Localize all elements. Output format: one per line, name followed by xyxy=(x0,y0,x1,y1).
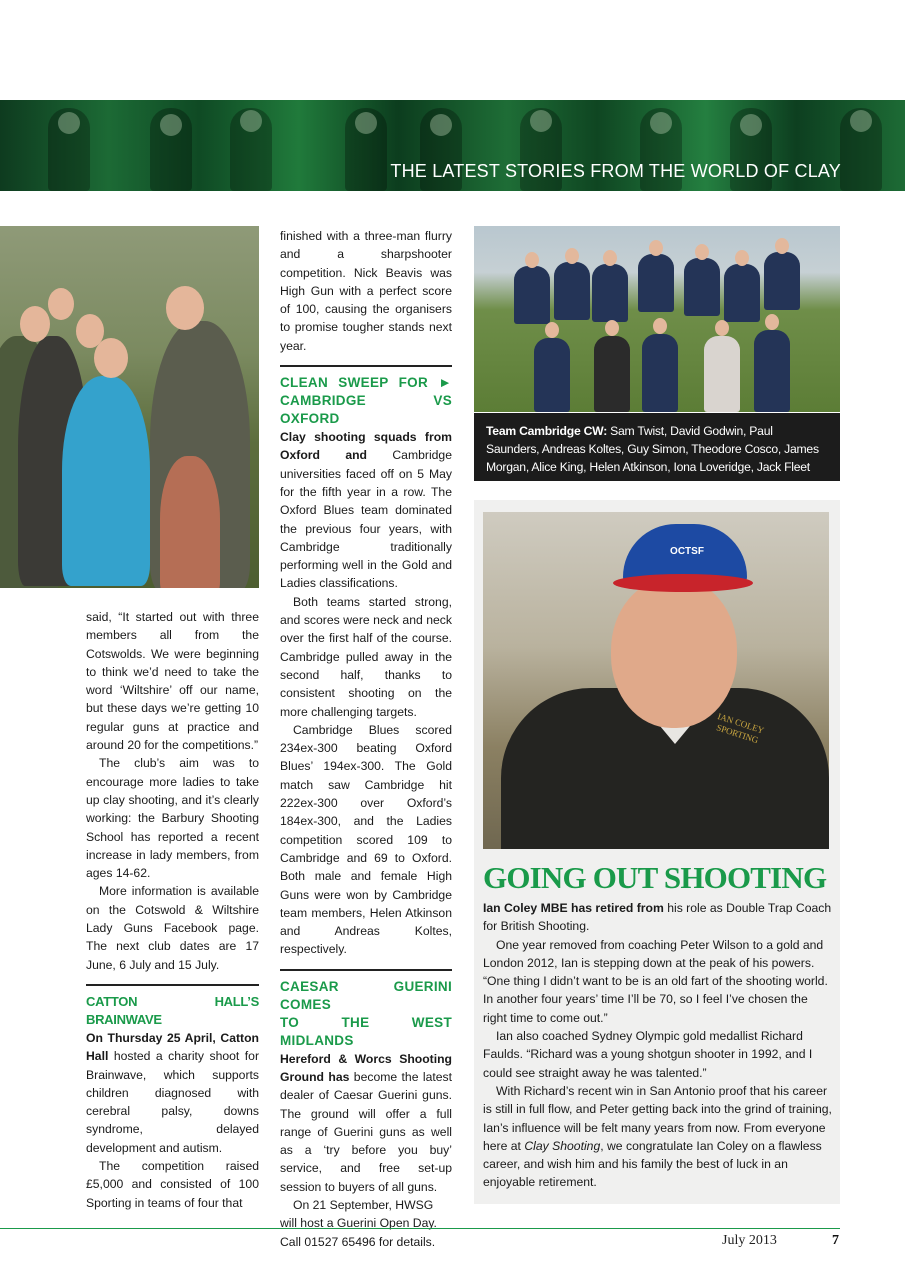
photo-team-face xyxy=(603,250,617,266)
feature-para-4-b: , we congratulate Ian Coley on a flawless career, and wish him and his family the best of luck in an enjoyable retirement. xyxy=(483,1138,822,1190)
photo-team-member xyxy=(514,266,550,324)
ian-face xyxy=(611,578,737,728)
section-divider xyxy=(280,969,452,971)
banner-shooter-head xyxy=(740,114,762,136)
footer-date: July 2013 xyxy=(722,1233,777,1248)
feature-magazine-title: Clay Shooting xyxy=(524,1138,601,1153)
team-caption-names: Sam Twist, David Godwin, Paul Saunders, Andreas Koltes, Guy Simon, Theodore Cosco, James Morgan, Alice King, Helen Atkinson, Iona Loveridge, Jack Fleet xyxy=(486,424,819,474)
feature-para-3: Ian also coached Sydney Olympic gold medallist Richard Faulds. “Richard was a young shotgun shooter in 1992, and I could see straight away he was talented.” xyxy=(483,1029,813,1080)
banner-shooter-head xyxy=(160,114,182,136)
photo-face xyxy=(94,338,128,378)
feature-para-2: One year removed from coaching Peter Wilson to a gold and London 2012, Ian is stepping down at the peak of his powers. “One thing I didn’t want to be is an old fart of the shooting world. In another four years’ time I’ll be 70, so I feel I’ve chosen the right time to come out.” xyxy=(483,937,828,1025)
caesar-guerini-lead: Hereford & Worcs Shooting Ground has xyxy=(280,1051,452,1084)
photo-person xyxy=(160,456,220,588)
caesar-guerini-heading-line-1: CAESAR GUERINI COMES xyxy=(280,978,452,1012)
clean-sweep-heading-line-1: CLEAN SWEEP FOR ► xyxy=(280,375,452,391)
lady-guns-para-2: The club’s aim was to encourage more ladies to take up clay shooting, and it’s clearly working: the Barbury Shooting School has reported a recent increase in lady members, from ages 14-62. xyxy=(86,756,259,881)
footer-rule xyxy=(0,1228,840,1229)
left-column xyxy=(86,608,259,1212)
going-out-shooting-heading: GOING OUT SHOOTING xyxy=(483,860,827,895)
catton-hall-heading: CATTON HALL’S BRAINWAVE xyxy=(86,993,259,1027)
photo-team-face xyxy=(765,314,779,330)
photo-team-face xyxy=(653,318,667,334)
photo-team-face xyxy=(695,244,709,260)
catton-hall-para-1-text: hosted a charity shoot for Brainwave, which supports children diagnosed with cerebral palsy, downs syndrome, delayed development and autism. xyxy=(86,1049,259,1155)
banner-title: THE LATEST STORIES FROM THE WORLD OF CLAY xyxy=(390,161,841,181)
photo-team-face xyxy=(735,250,749,266)
photo-person-blue-vest xyxy=(62,376,150,586)
clean-sweep-para-1 xyxy=(280,428,452,593)
team-photo-caption xyxy=(474,413,840,481)
photo-team-member xyxy=(724,264,760,322)
ian-cap-logo: OCTSF xyxy=(670,546,704,557)
ian-cap-brim xyxy=(613,574,753,592)
photo-team-face xyxy=(565,248,579,264)
banner-shooter-head xyxy=(850,110,872,132)
going-out-shooting-body xyxy=(483,899,833,1192)
photo-face xyxy=(20,306,50,342)
team-cambridge-photo xyxy=(474,226,840,412)
catton-hall-para-1 xyxy=(86,1029,259,1157)
lady-guns-photo xyxy=(0,226,259,588)
banner-shooter-head xyxy=(355,112,377,134)
photo-team-member xyxy=(594,336,630,412)
section-divider xyxy=(280,365,452,367)
caesar-guerini-heading-line-2: TO THE WEST MIDLANDS xyxy=(280,1014,452,1048)
feature-para-4 xyxy=(483,1082,833,1192)
photo-team-member xyxy=(754,330,790,412)
ian-vest-logo: IAN COLEY SPORTING xyxy=(715,711,766,746)
photo-team-face xyxy=(605,320,619,336)
section-divider xyxy=(86,984,259,986)
feature-lead: Ian Coley MBE has retired from xyxy=(483,901,664,915)
lady-guns-para-3: More information is available on the Cotswold & Wiltshire Lady Guns Facebook page. The next club dates are 17 June, 6 July and 15 July. xyxy=(86,884,259,972)
photo-team-member xyxy=(684,258,720,316)
photo-team-face xyxy=(715,320,729,336)
feature-panel xyxy=(474,500,840,1204)
header-banner xyxy=(0,100,905,191)
banner-shooter-head xyxy=(650,112,672,134)
page-number: 7 xyxy=(832,1233,839,1248)
caesar-guerini-para-1-text: become the latest dealer of Caesar Guerini guns. The ground will offer a full range of Guerini guns as well as a ‘try before you buy’ service, and free set-up session to buyers of all guns. xyxy=(280,1069,453,1194)
photo-team-member xyxy=(592,264,628,322)
clean-sweep-para-2: Both teams started strong, and scores were neck and neck over the first half of the course. Cambridge pulled away in the second half, thanks to consistent shooting on the more challenging targets. xyxy=(280,594,452,719)
middle-column xyxy=(280,227,452,1251)
photo-team-face xyxy=(545,322,559,338)
clean-sweep-para-3: Cambridge Blues scored 234ex-300 beating Oxford Blues’ 194ex-300. The Gold match saw Cambridge hit 222ex-300 over Oxford’s 184ex-300, and the Ladies competition scored 109 to Cambridge and 69 to Oxford. Both male and female High Guns were won by Cambridge team members, Helen Atkinson and Andreas Koltes, respectively. xyxy=(280,722,452,957)
banner-shooter-head xyxy=(58,112,80,134)
caesar-guerini-para-2: On 21 September, HWSG will host a Guerini Open Day. Call 01527 65496 for details. xyxy=(280,1198,437,1249)
photo-team-face xyxy=(775,238,789,254)
photo-team-member xyxy=(764,252,800,310)
lady-guns-para-1: said, “It started out with three members all from the Cotswolds. We were beginning to think we’d need to take the word ‘Wiltshire’ off our name, but these days we’re getting 10 regular guns at practice and around 20 for the competitions.” xyxy=(86,610,259,753)
catton-hall-para-2: The competition raised £5,000 and consisted of 100 Sporting in teams of four that xyxy=(86,1159,259,1210)
photo-team-member xyxy=(638,254,674,312)
photo-team-member xyxy=(534,338,570,412)
clean-sweep-lead: Clay shooting squads from Oxford and xyxy=(280,430,452,463)
team-caption-label: Team Cambridge CW: xyxy=(486,424,608,438)
photo-face xyxy=(166,286,204,330)
caesar-guerini-para-1 xyxy=(280,1050,452,1196)
banner-shooter-head xyxy=(240,110,262,132)
feature-para-4-a: With Richard’s recent win in San Antonio proof that his career is still in full flow, and Peter getting back into the grind of training, Ian’s influence will be felt many years from now. From everyone here at xyxy=(483,1083,832,1153)
banner-shooter-head xyxy=(430,114,452,136)
clean-sweep-heading-line-2: CAMBRIDGE VS OXFORD xyxy=(280,393,452,427)
photo-team-member xyxy=(554,262,590,320)
feature-para-1 xyxy=(483,899,833,936)
clean-sweep-para-1-text: Cambridge universities faced off on 5 May for the fifth year in a row. The Oxford Blues team dominated the previous four years, with Cambridge traditionally performing well in the Gold and Ladies classifications. xyxy=(280,448,452,591)
ian-coley-photo xyxy=(483,512,829,849)
photo-face xyxy=(48,288,74,320)
feature-para-1-text: his role as Double Trap Coach for British Shooting. xyxy=(483,901,832,934)
photo-team-member xyxy=(704,336,740,412)
catton-hall-lead: On Thursday 25 April, Catton Hall xyxy=(86,1030,259,1064)
photo-team-face xyxy=(525,252,539,268)
banner-shooter-head xyxy=(530,110,552,132)
catton-hall-continued: finished with a three-man flurry and a sharpshooter competition. Nick Beavis was High Gun with a perfect score of 100, causing the organisers to promise tougher stands next year. xyxy=(280,229,452,353)
photo-team-face xyxy=(649,240,663,256)
photo-team-member xyxy=(642,334,678,412)
